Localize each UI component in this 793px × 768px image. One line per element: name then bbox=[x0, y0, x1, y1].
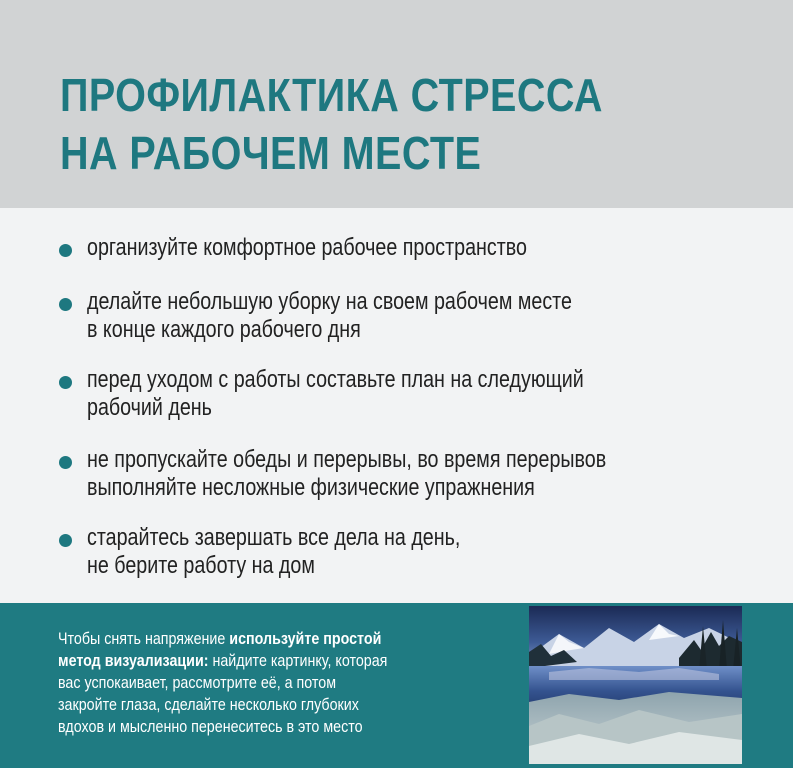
bullet-icon bbox=[59, 244, 72, 257]
tip-line: не пропускайте обеды и перерывы, во время перерывов bbox=[87, 446, 607, 473]
tip-line: делайте небольшую уборку на своем рабочем месте bbox=[87, 288, 572, 315]
tip-line: организуйте комфортное рабочее пространство bbox=[87, 234, 527, 261]
visualization-advice bbox=[58, 628, 387, 738]
bullet-icon bbox=[59, 456, 72, 469]
advice-text: закройте глаза, сделайте несколько глубоких bbox=[58, 695, 359, 714]
bullet-icon bbox=[59, 534, 72, 547]
tip-text bbox=[87, 446, 606, 502]
tip-line: рабочий день bbox=[87, 394, 212, 421]
tips-section bbox=[0, 208, 793, 603]
bullet-icon bbox=[59, 376, 72, 389]
bullet-icon bbox=[59, 298, 72, 311]
tip-text bbox=[87, 524, 460, 580]
advice-bold: используйте простой bbox=[229, 629, 382, 648]
advice-text: Чтобы снять напряжение bbox=[58, 629, 230, 648]
mountain-lake-image bbox=[529, 606, 742, 764]
advice-text: вас успокаивает, рассмотрите её, а потом bbox=[58, 673, 337, 692]
advice-text: вдохов и мысленно перенеситесь в это место bbox=[58, 717, 363, 736]
advice-bold: метод визуализации: bbox=[58, 651, 209, 670]
tip-line: старайтесь завершать все дела на день, bbox=[87, 524, 461, 551]
title-line-2: НА РАБОЧЕМ МЕСТЕ bbox=[60, 127, 482, 179]
tip-text bbox=[87, 288, 572, 344]
tip-line: перед уходом с работы составьте план на следующий bbox=[87, 366, 584, 393]
tip-text bbox=[87, 234, 527, 262]
tip-line: выполняйте несложные физические упражнения bbox=[87, 474, 535, 501]
header-band bbox=[0, 0, 793, 208]
advice-text: найдите картинку, которая bbox=[208, 651, 388, 670]
page-title bbox=[60, 66, 603, 182]
tip-line: в конце каждого рабочего дня bbox=[87, 316, 361, 343]
title-line-1: ПРОФИЛАКТИКА СТРЕССА bbox=[60, 69, 603, 121]
tip-text bbox=[87, 366, 584, 422]
tip-line: не берите работу на дом bbox=[87, 552, 315, 579]
landscape-photo bbox=[529, 606, 742, 764]
